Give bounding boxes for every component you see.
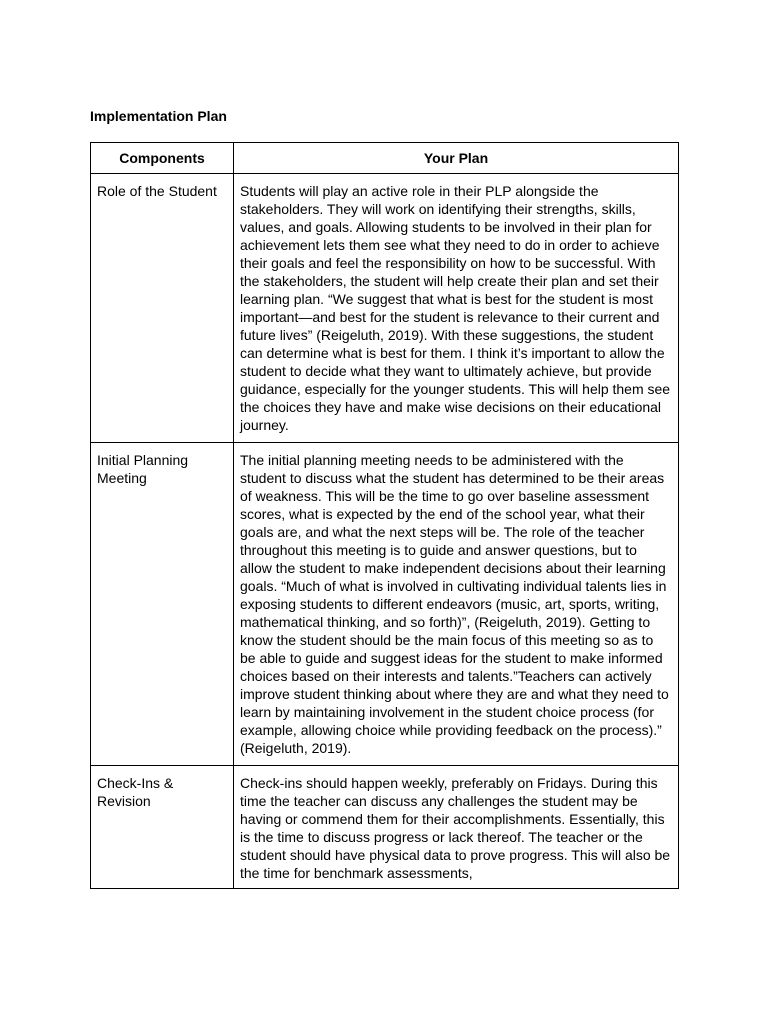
document-title: Implementation Plan (90, 108, 227, 124)
table-header-row (91, 143, 679, 174)
table-row (91, 443, 679, 766)
row-initial-planning-meeting-component: Initial Planning Meeting (91, 443, 234, 766)
table-row (91, 766, 679, 889)
header-your-plan: Your Plan (234, 143, 679, 174)
table-row (91, 174, 679, 443)
row-initial-planning-meeting-plan: The initial planning meeting needs to be administered with the student to discuss what the student has determined to be their areas of weakness. This will be the time to go over baseline assessment scores, what is expected by the end of the school year, what their goals are, and what the next steps will be. The role of the teacher throughout this meeting is to guide and answer questions, but to allow the student to make independent decisions about their learning goals. “Much of what is involved in cultivating individual talents lies in exposing students to different endeavors (music, art, sports, writing, mathematical thinking, and so forth)”, (Reigeluth, 2019). Getting to know the student should be the main focus of this meeting so as to be able to guide and suggest ideas for the student to make informed choices based on their interests and talents.”Teachers can actively improve student thinking about where they are and what they need to learn by maintaining involvement in the student choice process (for example, allowing choice while providing feedback on the process).” (Reigeluth, 2019). (234, 443, 679, 766)
row-role-of-student-plan: Students will play an active role in their PLP alongside the stakeholders. They will work on identifying their strengths, skills, values, and goals. Allowing students to be involved in their plan for achievement lets them see what they need to do in order to achieve their goals and feel the responsibility on how to be successful. With the stakeholders, the student will help create their plan and set their learning plan. “We suggest that what is best for the student is most important—and best for the student is relevance to their current and future lives” (Reigeluth, 2019). With these suggestions, the student can determine what is best for them. I think it’s important to allow the student to decide what they want to ultimately achieve, but provide guidance, especially for the younger students. This will help them see the choices they have and make wise decisions on their educational journey. (234, 174, 679, 443)
header-components: Components (91, 143, 234, 174)
implementation-plan-table (90, 142, 679, 889)
row-check-ins-revision-component: Check-Ins & Revision (91, 766, 234, 889)
row-role-of-student-component: Role of the Student (91, 174, 234, 443)
row-check-ins-revision-plan: Check-ins should happen weekly, preferably on Fridays. During this time the teacher can discuss any challenges the student may be having or commend them for their accomplishments. Essentially, this is the time to discuss progress or lack thereof. The teacher or the student should have physical data to prove progress. This will also be the time for benchmark assessments, (234, 766, 679, 889)
